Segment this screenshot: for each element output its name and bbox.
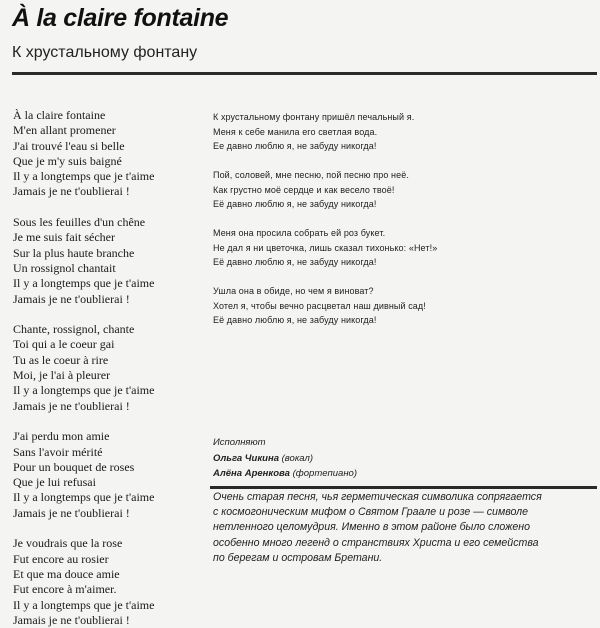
lyric-line: Il y a longtemps que je t'aime	[13, 276, 155, 291]
lyric-line: Il y a longtemps que je t'aime	[13, 169, 155, 184]
lyric-line: J'ai trouvé l'eau si belle	[13, 138, 125, 153]
russian-lyrics	[213, 110, 453, 328]
russian-stanza	[213, 284, 453, 328]
note-line: нетленного целомудрия. Именно в этом районе было сложено	[213, 521, 530, 534]
lyric-line: Fut encore à m'aimer.	[13, 582, 117, 597]
french-stanza	[13, 322, 208, 414]
performers-heading: Исполняют	[213, 437, 266, 448]
performer-name: Алёна Аренкова	[213, 468, 290, 479]
lyric-line: Меня она просила собрать ей роз букет.	[213, 228, 386, 238]
song-note	[213, 490, 583, 566]
performers-block	[213, 435, 357, 482]
lyric-line: Il y a longtemps que je t'aime	[13, 383, 155, 398]
lyric-line: Je me suis fait sécher	[13, 230, 115, 245]
lyric-line: Un rossignol chantait	[13, 260, 116, 275]
french-stanza	[13, 536, 208, 628]
lyric-line: Jamais je ne t'oublierai !	[13, 398, 130, 413]
note-line: с космогоническим мифом о Святом Граале и розе — символе	[213, 506, 529, 519]
lyric-line: Ушла она в обиде, но чем я виноват?	[213, 286, 374, 296]
lyric-line: Хотел я, чтобы вечно расцветал наш дивный сад!	[213, 300, 426, 311]
russian-stanza	[213, 226, 453, 270]
lyric-line: Fut encore au rosier	[13, 551, 109, 566]
lyric-line: Pour un bouquet de roses	[13, 459, 135, 474]
lyric-line: M'en allant promener	[13, 123, 116, 138]
page-subtitle: К хрустальному фонтану	[12, 44, 198, 61]
lyric-line: К хрустальному фонтану пришёл печальный я.	[213, 112, 415, 122]
lyric-line: Ее давно люблю я, не забуду никогда!	[213, 141, 377, 151]
french-stanza	[13, 429, 208, 521]
french-stanza	[13, 215, 208, 307]
lyric-line: Меня к себе манила его светлая вода.	[213, 126, 378, 137]
lyric-line: Sans l'avoir mérité	[13, 444, 103, 459]
lyric-line: Её давно люблю я, не забуду никогда!	[213, 199, 377, 209]
page-title: À la claire fontaine	[12, 4, 229, 32]
note-line: по берегам и островам Бретани.	[213, 551, 383, 564]
lyric-line: Jamais je ne t'oublierai !	[13, 612, 130, 627]
french-lyrics	[13, 108, 208, 628]
lyric-line: Sous les feuilles d'un chêne	[13, 215, 146, 230]
performer-entry	[213, 451, 357, 467]
lyric-line: Que je lui refusai	[13, 475, 96, 490]
lyric-line: Moi, je l'ai à pleurer	[13, 368, 111, 383]
lyric-line: Jamais je ne t'oublierai !	[13, 291, 130, 306]
lyric-line: Chante, rossignol, chante	[13, 322, 135, 337]
lyric-line: Jamais je ne t'oublierai !	[13, 505, 130, 520]
lyric-line: Её давно люблю я, не забуду никогда!	[213, 315, 377, 325]
lyric-line: Tu as le coeur à rire	[13, 352, 109, 367]
russian-stanza	[213, 168, 453, 212]
lyric-line: Et que ma douce amie	[13, 566, 120, 581]
lyric-line: Que je m'y suis baigné	[13, 153, 122, 168]
russian-stanza	[213, 110, 453, 154]
french-stanza	[13, 108, 208, 200]
lyric-line: Её давно люблю я, не забуду никогда!	[213, 257, 377, 267]
lyric-line: Как грустно моё сердце и как весело твоё!	[213, 184, 395, 195]
lyric-line: Il y a longtemps que je t'aime	[13, 597, 155, 612]
lyric-line: Не дал я ни цветочка, лишь сказал тихонько: «Нет!»	[213, 242, 438, 253]
performer-role: (фортепиано)	[292, 468, 358, 479]
lyric-line: Toi qui a le coeur gai	[13, 337, 115, 352]
lyric-line: Il y a longtemps que je t'aime	[13, 490, 155, 505]
lyric-line: Jamais je ne t'oublierai !	[13, 184, 130, 199]
lyric-line: À la claire fontaine	[13, 108, 106, 122]
top-divider	[12, 72, 597, 75]
bottom-divider	[210, 486, 597, 489]
lyric-line: Sur la plus haute branche	[13, 245, 135, 260]
lyric-line: Je voudrais que la rose	[13, 536, 123, 551]
lyric-line: J'ai perdu mon amie	[13, 429, 110, 444]
performer-name: Ольга Чикина	[213, 452, 279, 464]
performer-role: (вокал)	[281, 452, 314, 464]
lyric-line: Пой, соловей, мне песню, пой песню про неё.	[213, 170, 409, 180]
note-line: особенно много легенд о странствиях Христа и его семейства	[213, 536, 539, 549]
note-line: Очень старая песня, чья герметическая символика сопрягается	[213, 491, 542, 503]
performer-entry	[213, 466, 357, 482]
